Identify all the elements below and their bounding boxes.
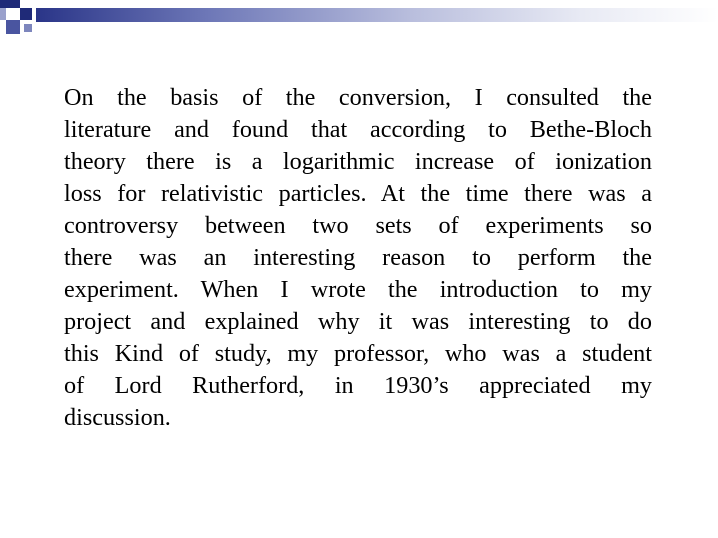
corner-decoration [0,8,6,20]
corner-decoration [0,0,20,8]
corner-decoration [24,24,32,32]
text-line: loss for relativistic particles. At the time there was a [64,180,652,207]
corner-decoration [6,20,20,34]
text-line: of Lord Rutherford, in 1930’s appreciated my [64,372,652,399]
slide-body-text [64,82,652,434]
text-line: literature and found that according to Bethe-Bloch [64,116,652,143]
text-line: theory there is a logarithmic increase of ionization [64,148,652,175]
text-line: there was an interesting reason to perform the [64,244,652,271]
text-line: project and explained why it was interesting to do [64,308,652,335]
header-gradient-bar [36,8,718,22]
text-line: experiment. When I wrote the introduction to my [64,276,652,303]
text-line: discussion. [64,404,171,431]
corner-decoration [20,8,32,20]
text-line: this Kind of study, my professor, who was a student [64,340,652,367]
text-line: On the basis of the conversion, I consulted the [64,84,652,111]
text-line: controversy between two sets of experiments so [64,212,652,239]
